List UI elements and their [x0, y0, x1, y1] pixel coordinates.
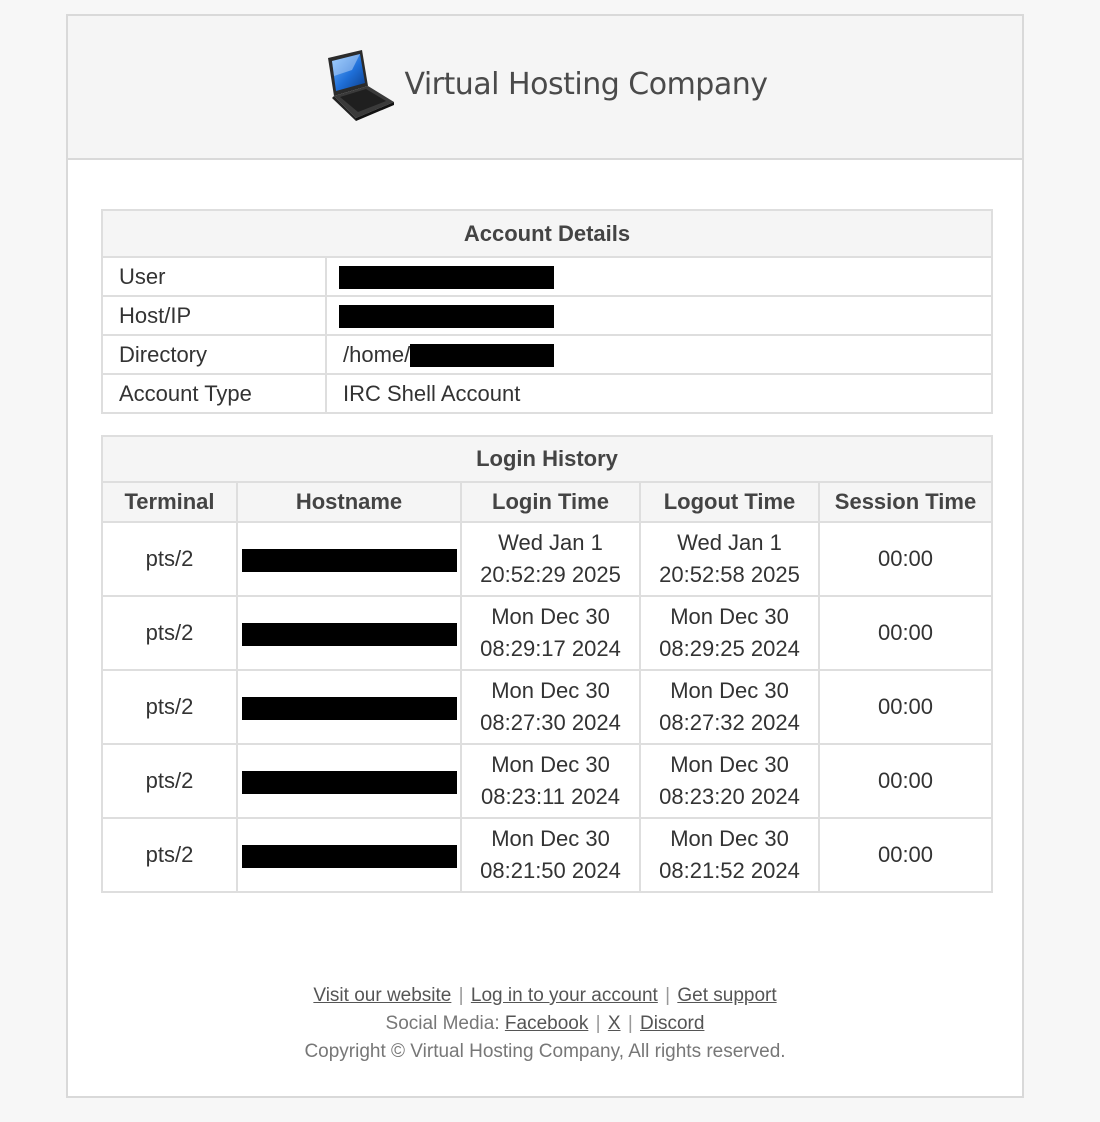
table-row [102, 818, 992, 892]
logout-time: 20:52:58 2025 [659, 562, 800, 587]
account-details-table [101, 209, 993, 414]
user-label: User [102, 257, 326, 296]
logo-text: Virtual Hosting Company [404, 66, 768, 102]
logout-day: Wed Jan 1 [677, 530, 782, 555]
column-header-login-time: Login Time [461, 482, 640, 522]
column-headers [102, 482, 992, 522]
table-row [102, 335, 992, 374]
facebook-link[interactable]: Facebook [504, 1013, 589, 1034]
separator: | [627, 1013, 633, 1034]
social-media-line [68, 1010, 1022, 1038]
directory-prefix: /home/ [343, 341, 411, 367]
separator: | [665, 985, 671, 1006]
discord-link[interactable]: Discord [640, 1013, 705, 1034]
laptop-icon [322, 46, 398, 122]
login-day: Mon Dec 30 [491, 604, 610, 629]
logout-time-cell [640, 522, 819, 596]
account-type-text: IRC Shell Account [343, 380, 521, 406]
login-time: 08:23:11 2024 [480, 784, 621, 809]
table-row [102, 522, 992, 596]
table-row [102, 296, 992, 335]
column-header-session-time: Session Time [819, 482, 992, 522]
session-time-cell: 00:00 [819, 670, 992, 744]
directory-value [326, 335, 992, 374]
logout-time: 08:29:25 2024 [659, 636, 800, 661]
hostname-cell [237, 818, 461, 892]
logout-day: Mon Dec 30 [670, 752, 789, 777]
login-history-title: Login History [102, 436, 992, 482]
footer [68, 982, 1022, 1066]
redaction-bar [242, 623, 457, 646]
column-header-hostname: Hostname [237, 482, 461, 522]
login-time-cell [461, 670, 640, 744]
company-logo [322, 46, 767, 122]
login-time-cell [461, 596, 640, 670]
login-day: Mon Dec 30 [491, 752, 610, 777]
visit-website-link[interactable]: Visit our website [313, 985, 452, 1006]
login-time: 08:21:50 2024 [480, 858, 621, 883]
login-history-rows [102, 522, 992, 892]
hostname-cell [237, 670, 461, 744]
separator: | [595, 1013, 601, 1034]
login-day: Mon Dec 30 [491, 678, 610, 703]
logout-day: Mon Dec 30 [670, 826, 789, 851]
hostname-cell [237, 522, 461, 596]
directory-label: Directory [102, 335, 326, 374]
session-time-cell: 00:00 [819, 596, 992, 670]
logout-time-cell [640, 744, 819, 818]
email-header [68, 16, 1022, 160]
table-row [102, 744, 992, 818]
column-header-terminal: Terminal [102, 482, 237, 522]
logout-time-cell [640, 670, 819, 744]
login-time-cell [461, 744, 640, 818]
login-day: Wed Jan 1 [498, 530, 603, 555]
terminal-cell: pts/2 [102, 744, 237, 818]
table-row [102, 374, 992, 413]
login-time: 20:52:29 2025 [480, 562, 621, 587]
host-ip-value [326, 296, 992, 335]
separator: | [458, 985, 464, 1006]
logout-time: 08:21:52 2024 [659, 858, 800, 883]
terminal-cell: pts/2 [102, 596, 237, 670]
column-header-logout-time: Logout Time [640, 482, 819, 522]
logout-day: Mon Dec 30 [670, 604, 789, 629]
redaction-bar [242, 697, 457, 720]
account-type-value [326, 374, 992, 413]
session-time-cell: 00:00 [819, 818, 992, 892]
redaction-bar [242, 771, 457, 794]
login-day: Mon Dec 30 [491, 826, 610, 851]
get-support-link[interactable]: Get support [677, 985, 777, 1006]
redaction-bar [410, 344, 554, 367]
table-row [102, 670, 992, 744]
redaction-bar [242, 549, 457, 572]
login-account-link[interactable]: Log in to your account [470, 985, 658, 1006]
terminal-cell: pts/2 [102, 818, 237, 892]
hostname-cell [237, 596, 461, 670]
login-time: 08:29:17 2024 [480, 636, 621, 661]
hostname-cell [237, 744, 461, 818]
redaction-bar [339, 305, 554, 328]
redaction-bar [339, 266, 554, 289]
host-ip-label: Host/IP [102, 296, 326, 335]
logout-time-cell [640, 818, 819, 892]
login-time-cell [461, 818, 640, 892]
logout-time: 08:23:20 2024 [659, 784, 800, 809]
session-time-cell: 00:00 [819, 744, 992, 818]
table-row [102, 257, 992, 296]
login-history-table [101, 435, 993, 893]
redaction-bar [242, 845, 457, 868]
logout-time: 08:27:32 2024 [659, 710, 800, 735]
x-link[interactable]: X [607, 1013, 621, 1034]
table-row [102, 596, 992, 670]
social-media-label: Social Media: [385, 1013, 500, 1034]
account-type-label: Account Type [102, 374, 326, 413]
logout-day: Mon Dec 30 [670, 678, 789, 703]
terminal-cell: pts/2 [102, 522, 237, 596]
login-time: 08:27:30 2024 [480, 710, 621, 735]
copyright: Copyright © Virtual Hosting Company, All rights reserved. [304, 1041, 786, 1062]
footer-links [68, 982, 1022, 1010]
login-time-cell [461, 522, 640, 596]
user-value [326, 257, 992, 296]
account-details-title: Account Details [102, 210, 992, 257]
logout-time-cell [640, 596, 819, 670]
session-time-cell: 00:00 [819, 522, 992, 596]
terminal-cell: pts/2 [102, 670, 237, 744]
email-card [66, 14, 1024, 1098]
